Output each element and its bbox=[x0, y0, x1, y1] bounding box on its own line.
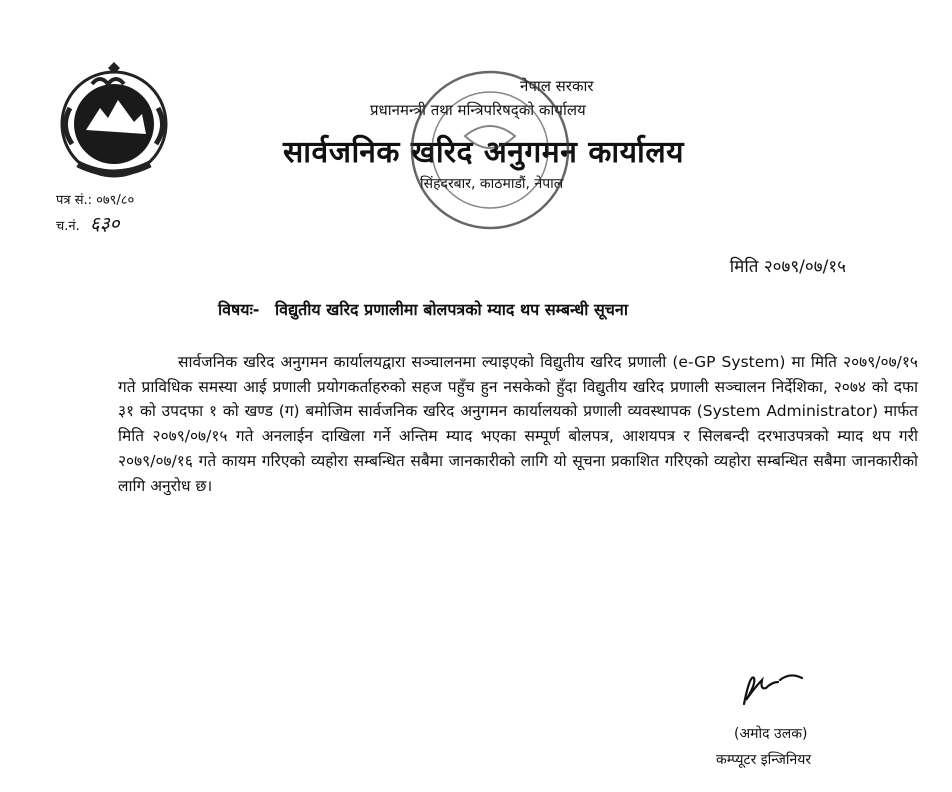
subject-label: विषयः- bbox=[218, 300, 260, 319]
government-name: नेपाल सरकार bbox=[520, 77, 594, 95]
signatory-name: (अमोद उलक) bbox=[734, 726, 808, 742]
dispatch-number-value: ६३० bbox=[89, 213, 120, 235]
dispatch-number bbox=[56, 210, 120, 236]
letter-number-value: ०७९/८० bbox=[96, 193, 135, 208]
office-title: सार्वजनिक खरिद अनुगमन कार्यालय bbox=[283, 135, 685, 170]
letter-number-label: पत्र सं.: bbox=[56, 193, 92, 208]
subject-text: विद्युतीय खरिद प्रणालीमा बोलपत्रको म्याद थप सम्बन्धी सूचना bbox=[275, 300, 628, 319]
document-date: मिति २०७९/०७/१५ bbox=[729, 257, 846, 277]
subject-line bbox=[218, 298, 628, 320]
dispatch-number-label: च.नं. bbox=[56, 219, 80, 234]
nepal-emblem-icon bbox=[48, 60, 180, 184]
official-seal-stamp bbox=[405, 66, 575, 234]
signature-icon bbox=[736, 668, 816, 710]
council-office-name: प्रधानमन्त्री तथा मन्त्रिपरिषद्को कार्यालय bbox=[370, 101, 586, 119]
signatory-title: कम्प्यूटर इन्जिनियर bbox=[716, 752, 812, 768]
notice-body: सार्वजनिक खरिद अनुगमन कार्यालयद्वारा सञ्चालनमा ल्याइएको विद्युतीय खरिद प्रणाली (e-GP System) मा मिति २०७९/०७/१५ गते प्राविधिक समस्या आई प्रणाली प्रयोगकर्ताहरुको सहज पहुँच हुन नसकेको हुँदा विद्युतीय खरिद प्रणाली सञ्चालन निर्देशिका, २०७४ को दफा ३१ को उपदफा १ को खण्ड (ग) बमोजिम सार्वजनिक खरिद अनुगमन कार्यालयको प्रणाली व्यवस्थापक (System Administrator) मार्फत मिति २०७९/०७/१५ गते अनलाईन दाखिला गर्ने अन्तिम म्याद भएका सम्पूर्ण बोलपत्र, आशयपत्र र सिलबन्दी दरभाउपत्रको म्याद थप गरी २०७९/०७/१६ गते कायम गरिएको व्यहोरा सम्बन्धित सबैमा जानकारीको लागि यो सूचना प्रकाशित गरिएको व्यहोरा सम्बन्धित सबैमा जानकारीको लागि अनुरोध छ। bbox=[118, 353, 918, 495]
office-address: सिंहदरबार, काठमाडौं, नेपाल bbox=[420, 176, 564, 192]
letter-number bbox=[56, 190, 134, 208]
